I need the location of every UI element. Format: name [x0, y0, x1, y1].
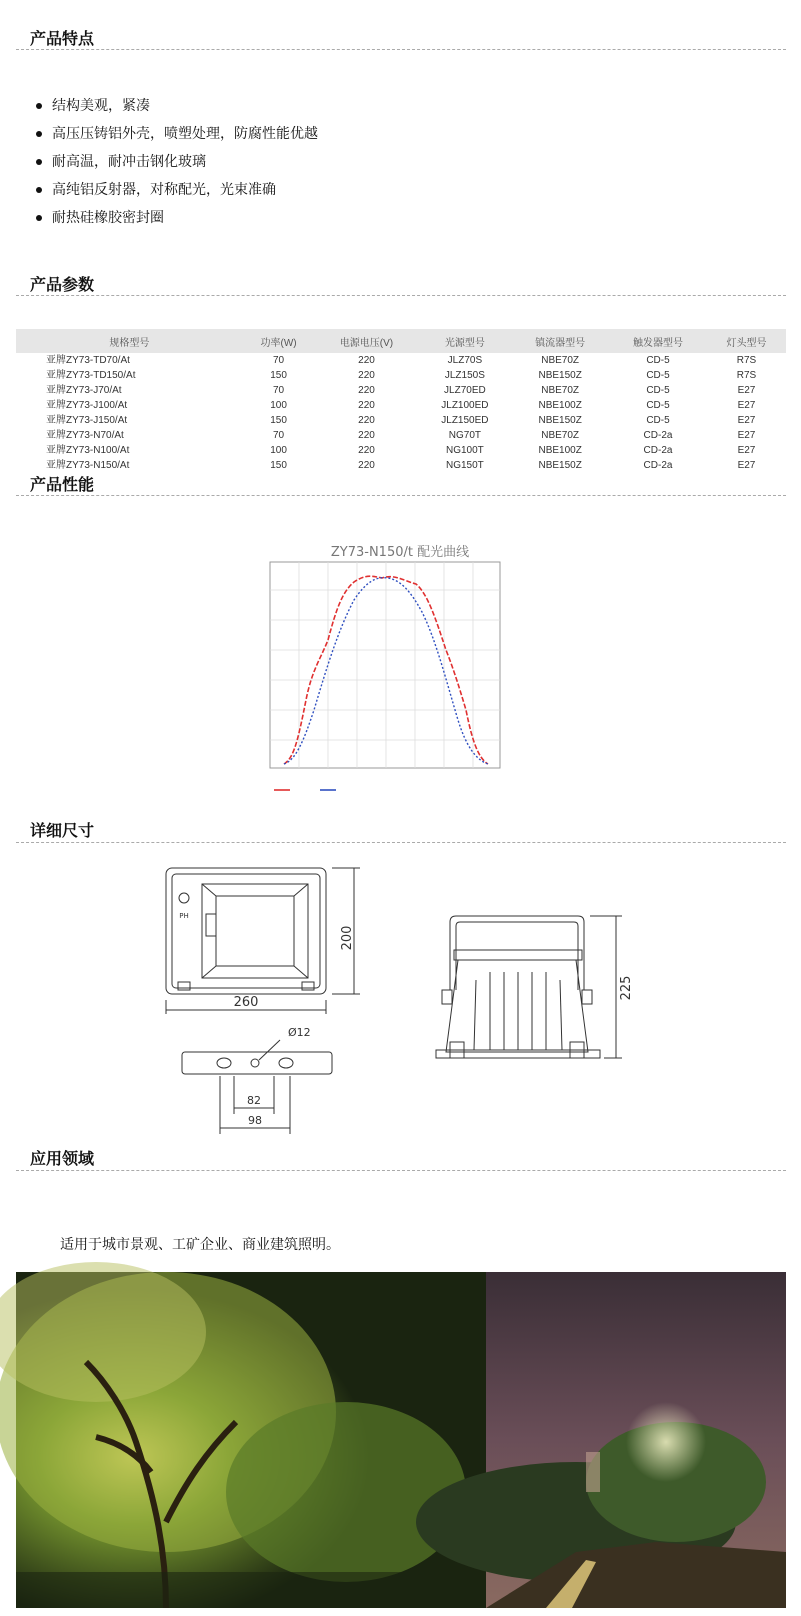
divider	[16, 1170, 786, 1171]
table-cell: CD-5	[646, 355, 670, 366]
table-cell: JLZ70S	[447, 355, 483, 366]
table-row	[16, 398, 786, 413]
feature-item: 高纯铝反射器，对称配光，光束准确	[32, 176, 318, 204]
table-row	[16, 353, 786, 368]
divider	[16, 49, 786, 50]
application-text: 适用于城市景观、工矿企业、商业建筑照明。	[60, 1237, 340, 1253]
table-cell: NG100T	[446, 445, 484, 456]
table-cell: 220	[358, 430, 375, 441]
inner-span-label: 82	[247, 1094, 261, 1107]
table-cell: R7S	[736, 355, 757, 366]
column-header: 电源电压(V)	[314, 329, 418, 353]
table-cell: 70	[273, 355, 285, 366]
table-row	[16, 368, 786, 383]
table-cell: 220	[358, 355, 375, 366]
table-cell: NBE150Z	[538, 415, 582, 426]
side-view	[436, 916, 622, 1058]
feature-item: 耐热硅橡胶密封圈	[32, 204, 318, 232]
column-header: 镇流器型号	[511, 329, 609, 353]
table-cell: 亚牌ZY73-TD70/At	[46, 355, 130, 366]
table-cell: R7S	[736, 370, 757, 381]
table-cell: E27	[737, 445, 756, 456]
night-scene-image	[16, 1272, 786, 1608]
table-cell: 70	[273, 385, 285, 396]
table-row	[16, 413, 786, 428]
table-cell: 亚牌ZY73-N150/At	[46, 460, 130, 471]
table-header-row	[16, 329, 786, 353]
table-cell: NBE70Z	[541, 430, 580, 441]
table-cell: CD-2a	[643, 445, 673, 456]
column-header: 规格型号	[16, 329, 243, 353]
table-cell: 亚牌ZY73-J70/At	[46, 385, 122, 396]
table-cell: 220	[358, 460, 375, 471]
features-title: 产品特点	[30, 29, 95, 48]
table-row	[16, 383, 786, 398]
hole-label: Ø12	[288, 1026, 311, 1039]
table-cell: 220	[358, 400, 375, 411]
column-header: 功率(W)	[243, 329, 315, 353]
table-cell: 220	[358, 385, 375, 396]
width-label: 260	[233, 995, 259, 1010]
table-cell: E27	[737, 415, 756, 426]
table-row	[16, 458, 786, 473]
table-cell: 亚牌ZY73-TD150/At	[46, 370, 136, 381]
table-cell: JLZ150ED	[441, 415, 489, 426]
table-cell: CD-2a	[643, 460, 673, 471]
table-cell: NBE150Z	[538, 460, 582, 471]
table-cell: 100	[270, 445, 287, 456]
table-cell: CD-5	[646, 400, 670, 411]
table-cell: E27	[737, 460, 756, 471]
divider	[16, 842, 786, 843]
divider	[16, 495, 786, 496]
spec-table-body	[16, 353, 786, 473]
table-cell: 亚牌ZY73-N70/At	[46, 430, 124, 441]
column-header: 灯头型号	[707, 329, 786, 353]
dimension-svg	[160, 880, 660, 1150]
table-cell: JLZ150S	[444, 370, 485, 381]
dimensions-title: 详细尺寸	[30, 821, 95, 840]
dimension-drawing	[160, 880, 660, 1150]
feature-item: 耐高温，耐冲击钢化玻璃	[32, 148, 318, 176]
table-cell: JLZ100ED	[441, 400, 489, 411]
table-row	[16, 443, 786, 458]
outer-span-label: 98	[248, 1114, 262, 1127]
table-cell: CD-2a	[643, 430, 673, 441]
table-cell: NBE70Z	[541, 385, 580, 396]
feature-item: 高压压铸铝外壳，喷塑处理，防腐性能优越	[32, 120, 318, 148]
table-cell: E27	[737, 430, 756, 441]
table-cell: 150	[270, 415, 287, 426]
spec-table-wrap	[16, 329, 786, 471]
application-title: 应用领域	[30, 1149, 95, 1168]
table-cell: 70	[273, 430, 285, 441]
table-cell: 亚牌ZY73-J150/At	[46, 415, 128, 426]
application-photo	[16, 1272, 786, 1608]
performance-title: 产品性能	[30, 475, 95, 494]
table-cell: 150	[270, 460, 287, 471]
table-cell: CD-5	[646, 370, 670, 381]
curve-title: ZY73-N150/t 配光曲线	[330, 545, 470, 560]
table-cell: NBE100Z	[538, 445, 582, 456]
table-cell: E27	[737, 385, 756, 396]
table-cell: 亚牌ZY73-J100/At	[46, 400, 128, 411]
table-cell: NBE70Z	[541, 355, 580, 366]
column-header: 光源型号	[419, 329, 512, 353]
table-cell: NG70T	[448, 430, 482, 441]
table-cell: CD-5	[646, 415, 670, 426]
table-cell: NG150T	[446, 460, 484, 471]
table-cell: E27	[737, 400, 756, 411]
table-cell: NBE150Z	[538, 370, 582, 381]
table-cell: CD-5	[646, 385, 670, 396]
spec-table	[16, 329, 786, 473]
svg-text:PH: PH	[179, 912, 189, 920]
feature-item: 结构美观，紧凑	[32, 92, 318, 120]
light-distribution-curve	[250, 540, 550, 820]
plot-frame	[270, 562, 500, 768]
table-cell: 亚牌ZY73-N100/At	[46, 445, 130, 456]
table-row	[16, 428, 786, 443]
table-cell: 220	[358, 445, 375, 456]
params-title: 产品参数	[30, 275, 95, 294]
column-header: 触发器型号	[609, 329, 707, 353]
table-cell: 100	[270, 400, 287, 411]
table-cell: 220	[358, 370, 375, 381]
divider	[16, 295, 786, 296]
feature-list	[32, 92, 318, 232]
height-label: 200	[340, 925, 355, 951]
table-cell: JLZ70ED	[444, 385, 486, 396]
front-view	[166, 868, 360, 1014]
curve-svg	[250, 540, 550, 820]
table-cell: 150	[270, 370, 287, 381]
table-cell: 220	[358, 415, 375, 426]
depth-label: 225	[619, 975, 634, 1001]
table-cell: NBE100Z	[538, 400, 582, 411]
